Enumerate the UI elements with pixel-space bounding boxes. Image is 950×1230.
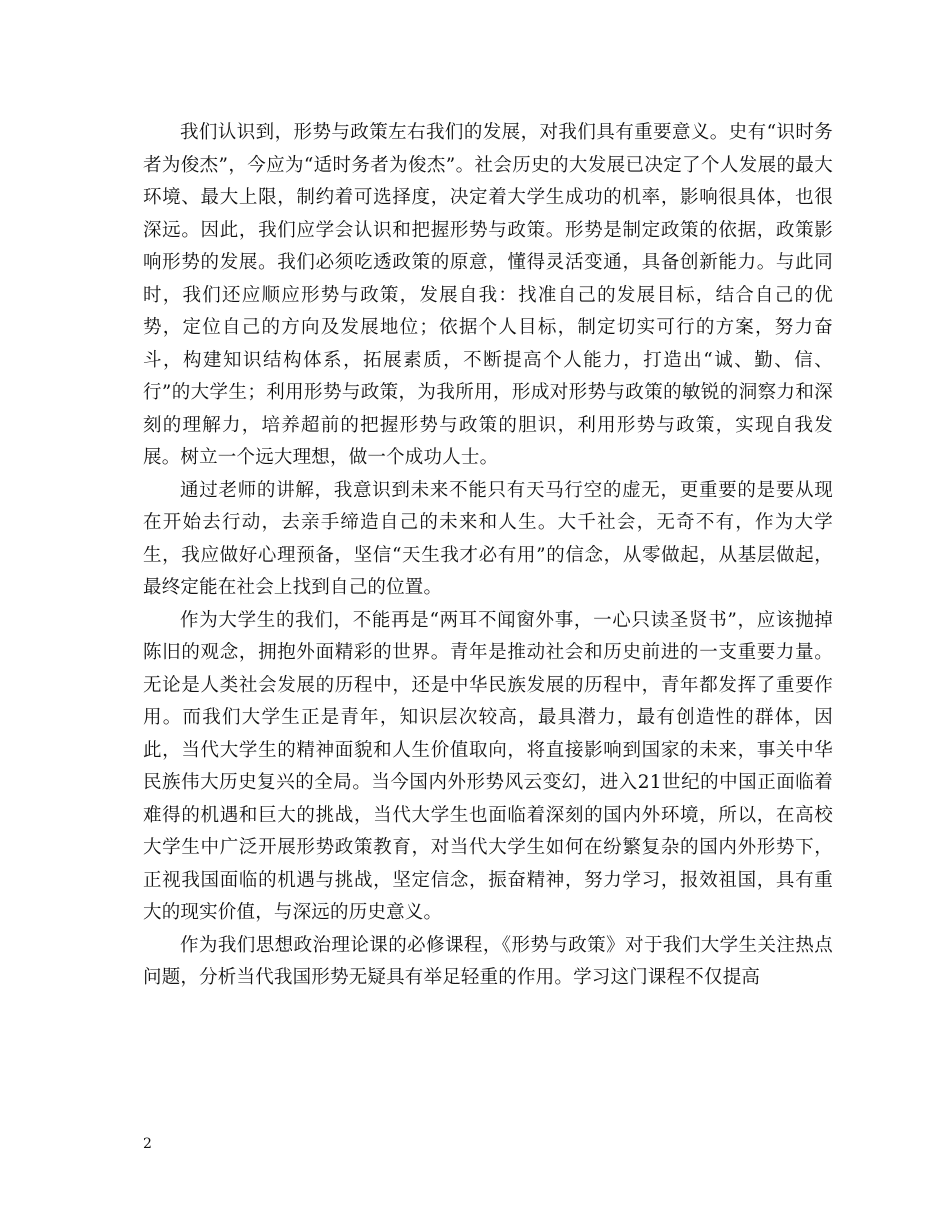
paragraph-1: 我们认识到，形势与政策左右我们的发展，对我们具有重要意义。史有“识时务者为俊杰”，今应为“适时务者为俊杰”。社会历史的大发展已决定了个人发展的最大环境、最大上限，制约着可选择度，决定着大学生成功的机率，影响很具体，也很深远。因此，我们应学会认识和把握形势与政策。形势是制定政策的依据，政策影响形势的发展。我们必须吃透政策的原意，懂得灵活变通，具备创新能力。与此同时，我们还应顺应形势与政策，发展自我：找准自己的发展目标，结合自己的优势，定位自己的方向及发展地位；依据个人目标，制定切实可行的方案，努力奋斗，构建知识结构体系，拓展素质，不断提高个人能力，打造出“诚、勤、信、行”的大学生；利用形势与政策，为我所用，形成对形势与政策的敏锐的洞察力和深刻的理解力，培养超前的把握形势与政策的胆识，利用形势与政策，实现自我发展。树立一个远大理想，做一个成功人士。 bbox=[143, 122, 833, 468]
paragraph-4: 作为我们思想政治理论课的必修课程，《形势与政策》对于我们大学生关注热点问题，分析当代我国形势无疑具有举足轻重的作用。学习这门课程不仅提高 bbox=[143, 934, 833, 988]
paragraph-2: 通过老师的讲解，我意识到未来不能只有天马行空的虚无，更重要的是要从现在开始去行动，去亲手缔造自己的未来和人生。大千社会，无奇不有，作为大学生，我应做好心理预备，坚信“天生我才必有用”的信念，从零做起，从基层做起，最终定能在社会上找到自己的位置。 bbox=[143, 479, 833, 598]
paragraph-3: 作为大学生的我们，不能再是“两耳不闻窗外事，一心只读圣贤书”，应该抛掉陈旧的观念，拥抱外面精彩的世界。青年是推动社会和历史前进的一支重要力量。无论是人类社会发展的历程中，还是中华民族发展的历程中，青年都发挥了重要作用。而我们大学生正是青年，知识层次较高，最具潜力，最有创造性的群体，因此，当代大学生的精神面貌和人生价值取向，将直接影响到国家的未来，事关中华民族伟大历史复兴的全局。当今国内外形势风云变幻，进入21世纪的中国正面临着难得的机遇和巨大的挑战，当代大学生也面临着深刻的国内外环境，所以，在高校大学生中广泛开展形势政策教育，对当代大学生如何在纷繁复杂的国内外形势下，正视我国面临的机遇与挑战，坚定信念，振奋精神，努力学习，报效祖国，具有重大的现实价值，与深远的历史意义。 bbox=[143, 609, 833, 923]
page-number: 2 bbox=[143, 1136, 152, 1152]
body-text bbox=[143, 117, 833, 995]
